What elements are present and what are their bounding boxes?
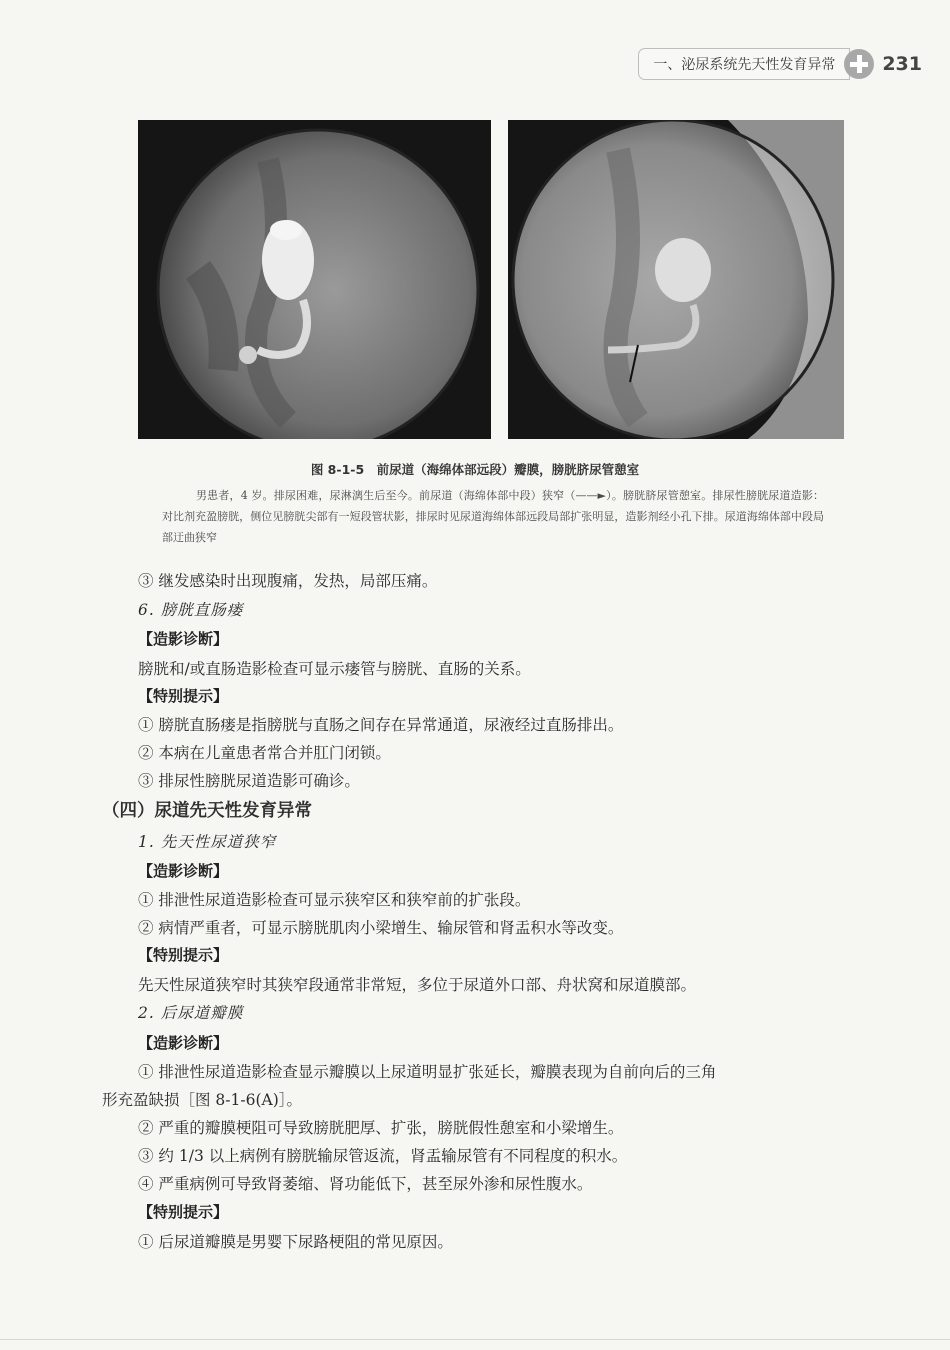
subsection-heading: 2. 后尿道瓣膜 [138,1004,244,1022]
running-header [638,48,922,80]
label-heading: 【造影诊断】 [138,862,229,880]
paragraph: ② 病情严重者，可显示膀胱肌肉小梁增生、输尿管和肾盂积水等改变。 [138,919,624,937]
label-heading: 【造影诊断】 [138,630,229,648]
paragraph: ② 严重的瓣膜梗阻可导致膀胱肥厚、扩张，膀胱假性憩室和小梁增生。 [138,1119,624,1137]
figure-caption-title: 图 8-1-5 前尿道（海绵体部远段）瓣膜，膀胱脐尿管憩室 [310,462,640,477]
paragraph: ② 本病在儿童患者常合并肛门闭锁。 [138,744,391,762]
paragraph: ① 膀胱直肠瘘是指膀胱与直肠之间存在异常通道，尿液经过直肠排出。 [138,716,624,734]
label-heading: 【特别提示】 [138,1203,229,1221]
section-heading: （四）尿道先天性发育异常 [102,801,312,821]
page-number: 231 [882,53,922,75]
label-heading: 【特别提示】 [138,946,229,964]
paragraph: ① 排泄性尿道造影检查可显示狭窄区和狭窄前的扩张段。 [138,891,531,909]
xray-image-right [508,120,844,439]
label-heading: 【造影诊断】 [138,1034,229,1052]
paragraph: 先天性尿道狭窄时其狭窄段通常非常短，多位于尿道外口部、舟状窝和尿道膜部。 [138,976,697,994]
subsection-heading: 6. 膀胱直肠瘘 [138,601,244,619]
figure-caption-body: 男患者，4 岁。排尿困难，尿淋漓生后至今。前尿道（海绵体部中段）狭窄（——►）。膀胱脐尿管憩室。排尿性膀胱尿道造影：对比剂充盈膀胱，侧位见膀胱尖部有一短段管状影，排尿时见尿道海绵体部远段局部扩张明显，造影剂经小孔下排。尿道海绵体部中段局部迂曲狭窄 [162,489,824,544]
paragraph: ① 排泄性尿道造影检查显示瓣膜以上尿道明显扩张延长，瓣膜表现为自前向后的三角 [138,1063,717,1081]
paragraph: 膀胱和/或直肠造影检查可显示瘘管与膀胱、直肠的关系。 [138,660,531,678]
paragraph: ③ 排尿性膀胱尿道造影可确诊。 [138,772,360,790]
paragraph: ③ 继发感染时出现腹痛，发热，局部压痛。 [138,572,438,590]
paragraph: ④ 严重病例可导致肾萎缩、肾功能低下，甚至尿外渗和尿性腹水。 [138,1175,593,1193]
paragraph-continuation: 形充盈缺损［图 8-1-6(A)］。 [102,1091,303,1109]
subsection-heading: 1. 先天性尿道狭窄 [138,833,277,851]
plus-icon [844,49,874,79]
paragraph: ③ 约 1/3 以上病例有膀胱输尿管返流，肾盂输尿管有不同程度的积水。 [138,1147,628,1165]
chapter-title: 一、泌尿系统先天性发育异常 [638,48,850,80]
page-edge-divider [0,1339,950,1340]
label-heading: 【特别提示】 [138,687,229,705]
paragraph: ① 后尿道瓣膜是男婴下尿路梗阻的常见原因。 [138,1233,453,1251]
xray-image-left [138,120,491,439]
